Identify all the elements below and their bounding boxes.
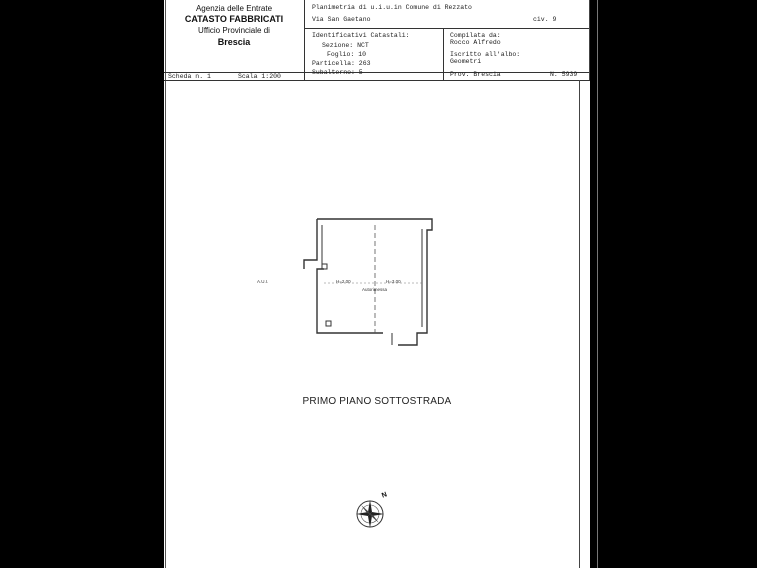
albo-value: Geometri [450, 58, 482, 65]
sheet-right-border [579, 80, 580, 568]
planimetria-title: Planimetria di u.i.u.in Comune di Rezzato [312, 4, 472, 11]
header-divider-row1 [304, 28, 589, 29]
ufficio-label: Ufficio Provinciale di [198, 26, 270, 35]
north-compass [352, 491, 392, 534]
scale-value: Scala 1:200 [238, 73, 281, 80]
header-right-border [589, 0, 590, 80]
particella-value: Particella: 263 [312, 60, 371, 67]
sezione-value: Sezione: NCT [322, 42, 369, 49]
cadastral-sheet [164, 0, 590, 568]
floor-plan-drawing [284, 205, 444, 355]
foglio-value: Foglio: 10 [327, 51, 367, 58]
compilata-title: Compilata da: [450, 32, 501, 39]
identificativi-title: Identificativi Catastali: [312, 32, 410, 39]
room-label: Autorimessa [362, 287, 388, 292]
adjacent-unit-label: A.U.I. [257, 279, 269, 284]
height-label-left: H=2.00 [336, 279, 351, 284]
iscritto-label: Iscritto all'albo: [450, 51, 521, 58]
next-sheet-edge [597, 0, 598, 568]
floor-plan [257, 205, 444, 355]
header-divider-row2 [164, 72, 590, 73]
address-civic: civ. 9 [533, 16, 557, 23]
north-label: N [380, 491, 389, 500]
agency-name: Agenzia delle Entrate [195, 4, 273, 13]
office-city: Brescia [217, 37, 251, 47]
registration-number: N. 5939 [550, 71, 578, 78]
sheet-left-border [165, 0, 166, 568]
catasto-title: CATASTO FABBRICATI [184, 14, 284, 24]
header-bottom-border [164, 80, 590, 81]
compass-rose-icon [352, 494, 392, 534]
height-label-right: H=3.00 [386, 279, 401, 284]
header-divider-left [304, 0, 305, 80]
address-street: Via San Gaetano [312, 16, 371, 23]
scheda-number: Scheda n. 1 [168, 73, 211, 80]
prov-value: Prov. Brescia [450, 71, 501, 78]
compiler-name: Rocco Alfredo [450, 39, 501, 46]
floor-label: PRIMO PIANO SOTTOSTRADA [302, 396, 452, 407]
subalterno-value: Subalterno: 5 [312, 69, 363, 76]
